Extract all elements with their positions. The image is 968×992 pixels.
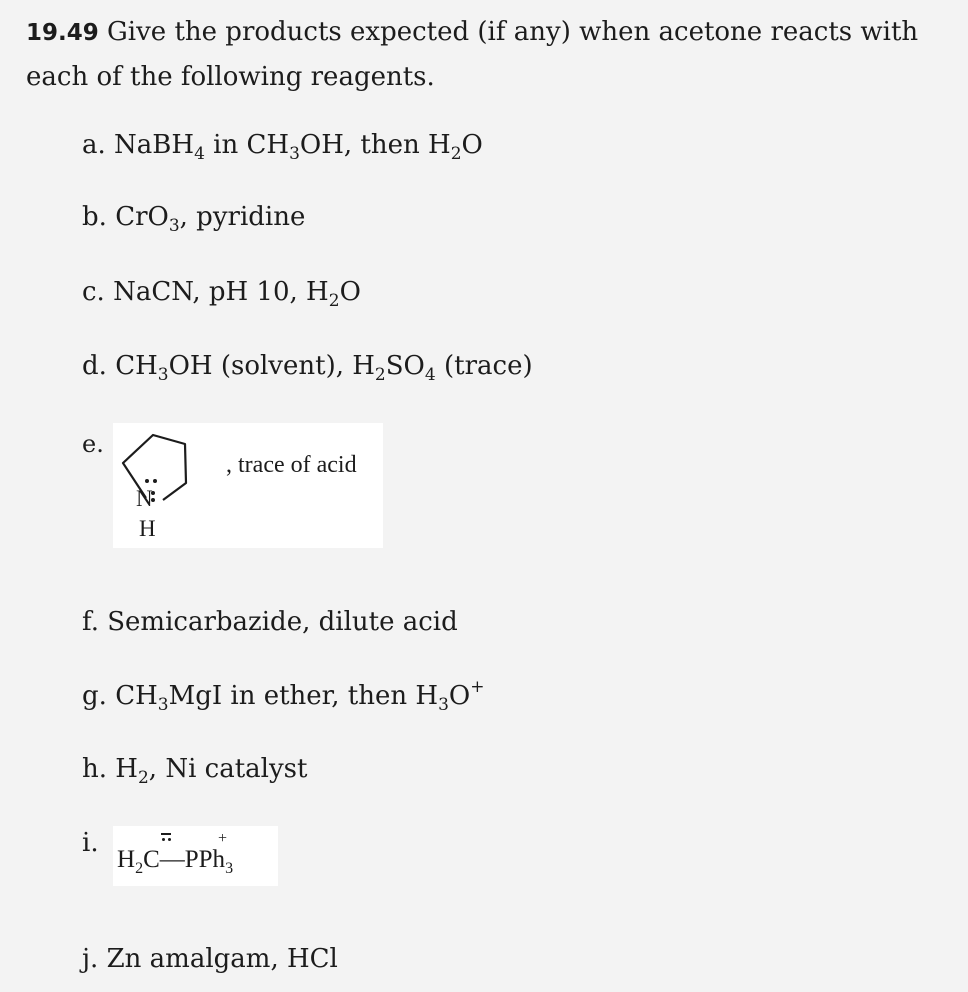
ring-nitrogen: N — [136, 486, 153, 511]
question-heading — [26, 10, 936, 99]
pyrrolidine-ring-icon — [113, 423, 233, 548]
subscript: 2 — [374, 365, 386, 385]
item-c-label: c. — [82, 277, 105, 307]
item-j — [82, 944, 338, 974]
item-h — [82, 754, 308, 788]
carbanion-charge-bar — [161, 833, 171, 835]
subscript: 2 — [328, 291, 340, 311]
item-a-text: NaBH — [114, 130, 195, 160]
item-c-text: NaCN, pH 10, H — [113, 277, 329, 307]
item-f — [82, 607, 458, 637]
item-f-label: f. — [82, 607, 99, 637]
item-d — [82, 351, 533, 385]
item-b — [82, 202, 306, 236]
item-b-text: , pyridine — [179, 202, 306, 232]
superscript: + — [470, 677, 485, 697]
item-a — [82, 130, 483, 164]
ylide-formula — [117, 846, 234, 877]
phosphonium-charge: + — [218, 830, 228, 847]
item-d-label: d. — [82, 351, 107, 381]
ylide-ph: Ph — [198, 846, 226, 873]
item-g-label: g. — [82, 681, 107, 711]
item-b-label: b. — [82, 202, 107, 232]
item-a-text: in CH — [204, 130, 290, 160]
subscript: 2 — [137, 768, 149, 788]
item-a-label: a. — [82, 130, 106, 160]
ylide-bond: — — [159, 846, 185, 873]
item-d-text: OH (solvent), H — [168, 351, 375, 381]
lone-pair-dots — [145, 479, 158, 483]
item-c-text: O — [339, 277, 361, 307]
subscript: 3 — [225, 860, 234, 877]
subscript: 3 — [168, 216, 180, 236]
subscript: 4 — [194, 144, 205, 164]
item-g — [82, 677, 485, 715]
subscript: 3 — [438, 695, 449, 715]
question-text: Give the products expected (if any) when acetone reacts with each of the following reagents. — [26, 17, 919, 92]
item-i-label: i. — [82, 828, 99, 858]
item-f-text: Semicarbazide, dilute acid — [107, 607, 458, 637]
ylide-phosphorus: P — [184, 846, 199, 873]
ylide-carbon: C — [143, 846, 160, 873]
item-j-text: Zn amalgam, HCl — [106, 944, 338, 974]
item-g-text: MgI in ether, then H — [168, 681, 439, 711]
subscript: 3 — [157, 695, 169, 715]
subscript: 2 — [450, 144, 462, 164]
item-h-text: , Ni catalyst — [148, 754, 308, 784]
item-a-text: OH, then H — [299, 130, 451, 160]
question-number: 19.49 — [26, 20, 99, 46]
item-g-text: CH — [115, 681, 158, 711]
subscript: 4 — [424, 365, 436, 385]
item-d-text: (trace) — [435, 351, 533, 381]
subscript: 2 — [135, 860, 144, 877]
ylide-h: H — [117, 846, 136, 873]
item-g-text: O — [448, 681, 471, 711]
subscript: 3 — [289, 144, 300, 164]
item-h-text: H — [115, 754, 138, 784]
item-c — [82, 277, 361, 311]
item-d-text: CH — [115, 351, 158, 381]
item-b-text: CrO — [115, 202, 169, 232]
item-e-reagent: , trace of acid — [226, 452, 357, 478]
ring-hydrogen: H — [139, 516, 156, 541]
subscript: 3 — [157, 365, 169, 385]
carbanion-lone-pair-dots — [162, 838, 172, 841]
item-d-text: SO — [385, 351, 425, 381]
item-e-label: e. — [82, 430, 104, 458]
item-j-label: j. — [82, 944, 99, 974]
item-h-label: h. — [82, 754, 108, 784]
item-a-text: O — [461, 130, 483, 160]
